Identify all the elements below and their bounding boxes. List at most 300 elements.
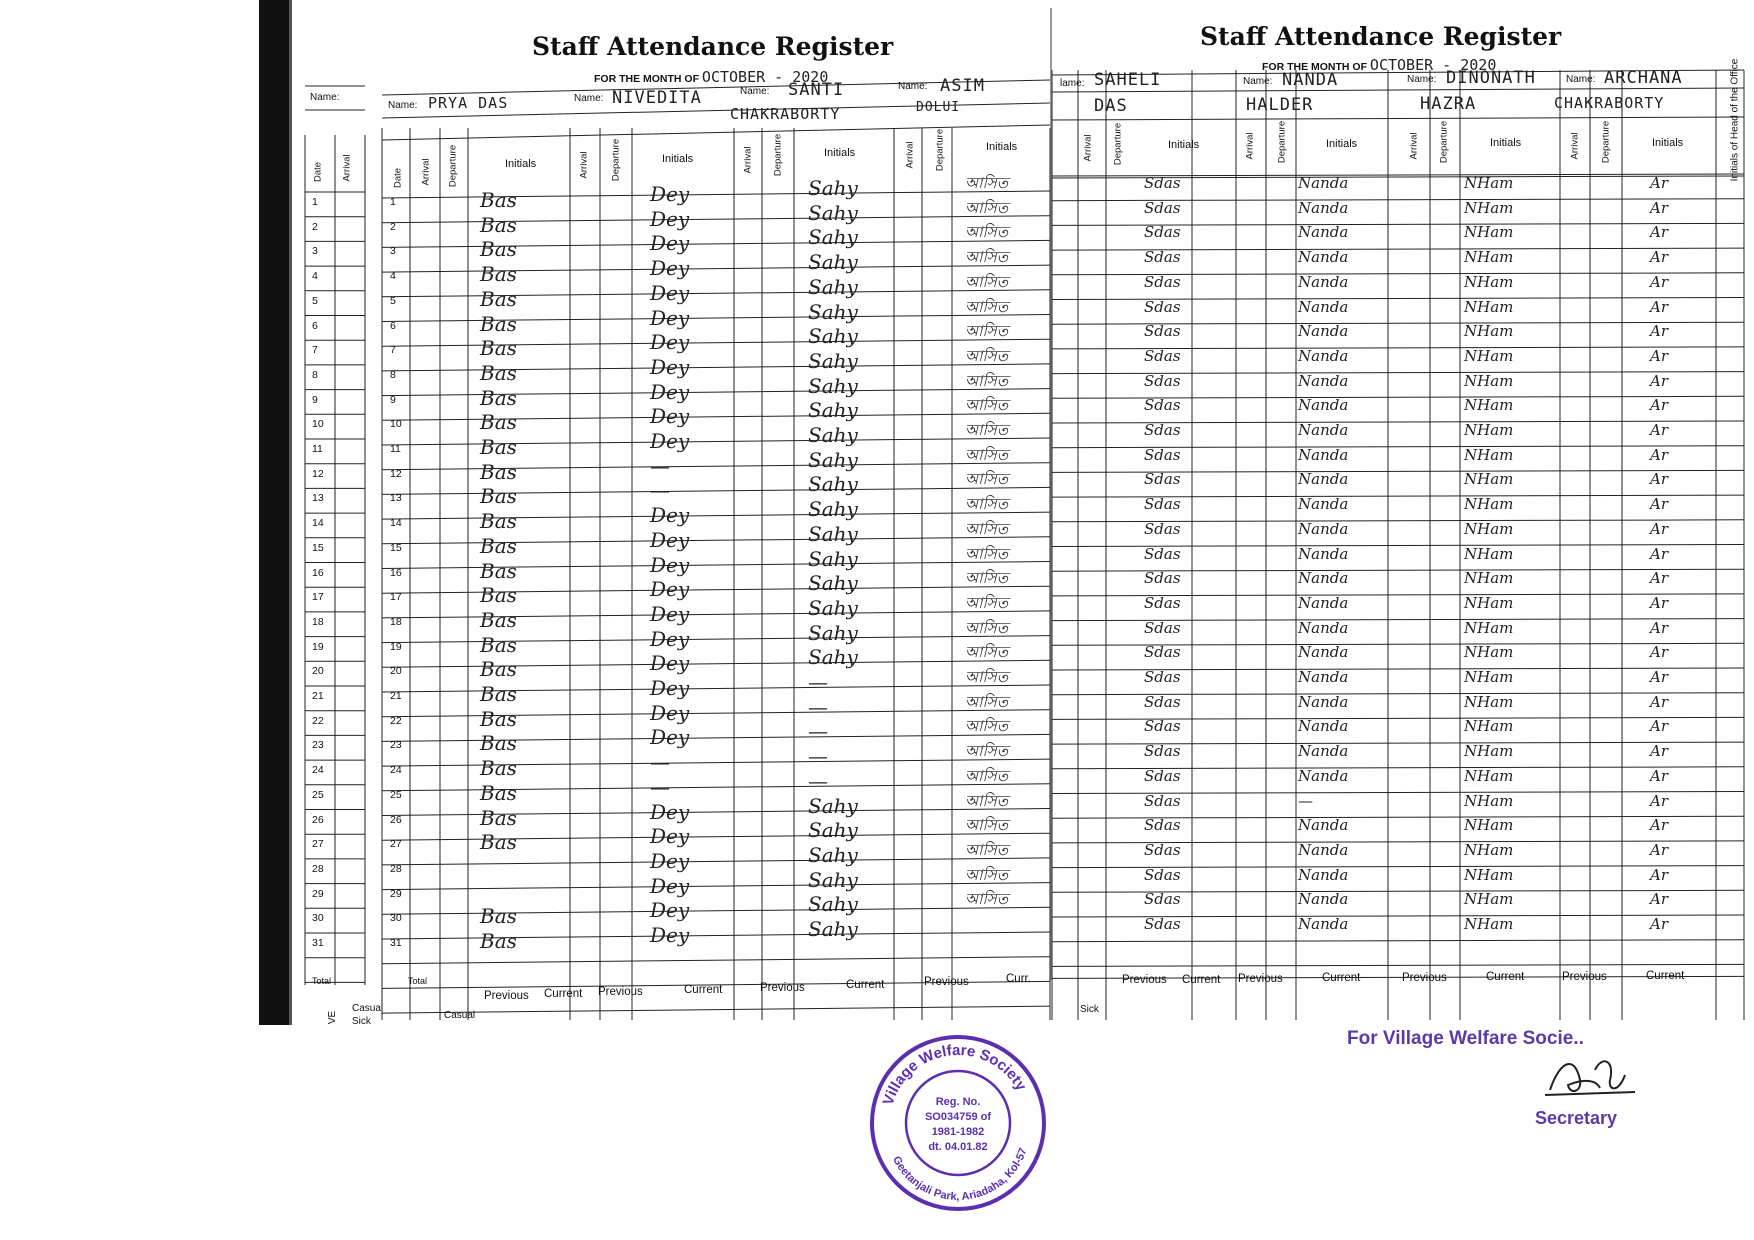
signature-archana: Ar	[1650, 766, 1669, 785]
signature-priya: Bas	[480, 830, 517, 855]
signature-archana: Ar	[1650, 223, 1669, 242]
signature-archana: Ar	[1650, 248, 1669, 267]
outer-date-cell: 5	[312, 294, 318, 307]
signature-nanda: Nanda	[1298, 816, 1349, 835]
signature-nivedita: Dey	[650, 330, 690, 355]
outer-date-cell: 13	[312, 492, 324, 505]
date-cell: 1	[390, 196, 396, 208]
signature-asim: আসিত	[965, 371, 1008, 390]
signature-nanda: Nanda	[1298, 248, 1349, 267]
signature-priya: Bas	[480, 484, 517, 509]
signature-asim: আসিত	[965, 519, 1008, 538]
head-of-office-label: Initials of Head of the Office	[1729, 58, 1741, 182]
signature-nanda: Nanda	[1298, 495, 1349, 514]
r-staff-2-name-label: Name:	[1243, 76, 1273, 87]
signature-archana: Ar	[1650, 174, 1669, 192]
signature-nanda: Nanda	[1298, 618, 1349, 637]
signature-nivedita: Dey	[650, 676, 690, 700]
signature-nanda: Nanda	[1298, 890, 1349, 909]
signature-nanda: Nanda	[1298, 272, 1349, 291]
signature-archana: Ar	[1650, 322, 1669, 341]
signature-archana: Ar	[1650, 643, 1669, 662]
signature-nivedita: Dey	[650, 429, 690, 453]
signature-dinonath: NHam	[1464, 495, 1514, 514]
signature-priya: Bas	[480, 904, 517, 929]
left-title: Staff Attendance Register	[532, 32, 894, 61]
signature-saheli: Sdas	[1144, 668, 1181, 686]
signature-asim: আসিত	[965, 890, 1008, 909]
signature-nivedita: —	[650, 453, 670, 478]
col-departure-4: Departure	[934, 128, 946, 172]
outer-date-cell: 6	[312, 319, 318, 332]
signature-archana: Ar	[1650, 544, 1669, 563]
outer-date-cell: 26	[312, 813, 324, 826]
signature-santi: Sahy	[808, 595, 858, 620]
outer-date-cell: 4	[312, 270, 318, 283]
footer-current-3: Current	[846, 979, 885, 991]
signature-priya: Bas	[480, 756, 517, 781]
r-staff-2-name-2: HALDER	[1246, 95, 1314, 115]
outer-date-cell: 17	[312, 591, 324, 604]
outer-date-cell: 16	[312, 566, 324, 579]
signature-saheli: Sdas	[1144, 742, 1181, 761]
signature-nivedita: Dey	[650, 923, 690, 947]
signature-archana: Ar	[1650, 445, 1669, 464]
signature-santi: —	[808, 670, 828, 694]
date-cell: 5	[390, 294, 396, 307]
outer-date-cell: 23	[312, 739, 324, 752]
r-col-initials: Initials	[1168, 139, 1200, 151]
r-footer-previous-4: Previous	[1562, 971, 1607, 983]
footer-previous-3: Previous	[760, 982, 805, 994]
signature-dinonath: NHam	[1464, 618, 1514, 637]
r-footer-current-4: Current	[1646, 970, 1685, 982]
r-staff-4-name-2: CHAKRABORTY	[1554, 94, 1665, 112]
signature-nivedita: Dey	[650, 626, 690, 651]
signature-dinonath: NHam	[1464, 421, 1514, 439]
signature-priya: Bas	[480, 336, 517, 361]
signature-santi: Sahy	[808, 423, 858, 447]
signature-santi: Sahy	[808, 299, 858, 324]
date-cell: 28	[390, 862, 402, 875]
signature-priya: Bas	[480, 805, 517, 830]
signature-dinonath: NHam	[1464, 742, 1514, 761]
signature-archana: Ar	[1650, 742, 1669, 761]
signature-archana: Ar	[1650, 346, 1669, 365]
col-arrival: Arrival	[420, 158, 432, 186]
signature-asim: আসিত	[965, 223, 1008, 242]
signature-saheli: Sdas	[1144, 174, 1181, 192]
signature-santi: Sahy	[808, 398, 858, 423]
date-cell: 3	[390, 245, 396, 258]
date-cell: 13	[390, 492, 402, 505]
signature-santi: Sahy	[808, 917, 858, 941]
r-staff-4-name: ARCHANA	[1604, 68, 1683, 88]
signature-priya: Bas	[480, 607, 517, 632]
col-initials-2: Initials	[662, 153, 694, 165]
signature-asim: আসিত	[965, 791, 1008, 810]
signature-asim: আসিত	[965, 495, 1008, 514]
signature-santi: Sahy	[808, 645, 858, 670]
signature-priya: Bas	[480, 657, 517, 682]
signature-asim: আসিত	[965, 198, 1008, 217]
stamp-ring-text: Village Welfare Society	[879, 1041, 1030, 1108]
signature-asim: আসিত	[965, 322, 1008, 341]
outer-date-cell: 29	[312, 887, 324, 900]
r-footer-current-3: Current	[1486, 971, 1525, 983]
signature-priya: Bas	[480, 188, 517, 212]
signature-asim: আসিত	[965, 396, 1008, 415]
signature-nivedita: Dey	[650, 651, 690, 676]
signature-asim: আসিত	[965, 865, 1008, 884]
outer-date-cell: 21	[312, 690, 324, 702]
signature-asim: আসিত	[965, 544, 1008, 563]
outer-date-cell: 19	[312, 640, 324, 653]
signature-santi: Sahy	[808, 225, 858, 250]
stamp-line-2: SO034759 of	[924, 1111, 992, 1123]
signature-priya: Bas	[480, 410, 517, 435]
outer-date-cell: 22	[312, 714, 324, 727]
r-col-arrival-3: Arrival	[1408, 132, 1420, 160]
r-col-arrival: Arrival	[1082, 134, 1094, 162]
signature-dinonath: NHam	[1464, 519, 1514, 538]
signature-dinonath: NHam	[1464, 915, 1514, 933]
date-cell: 9	[390, 393, 396, 406]
right-row-line	[1052, 964, 1744, 966]
signature-santi: —	[808, 768, 828, 793]
signature-asim: আসিত	[965, 569, 1008, 588]
signature-archana: Ar	[1650, 421, 1669, 439]
signature-santi: Sahy	[808, 324, 858, 349]
signature-archana: Ar	[1650, 865, 1669, 884]
signature-saheli: Sdas	[1144, 421, 1181, 439]
r-staff-1-name-label: lame:	[1060, 78, 1085, 89]
signature-archana: Ar	[1650, 371, 1669, 390]
date-cell: 21	[390, 690, 402, 702]
signature-nanda: Nanda	[1298, 692, 1349, 711]
signature-nivedita: Dey	[650, 206, 690, 231]
signature-priya: Bas	[480, 286, 517, 311]
r-staff-3-name: DINONATH	[1446, 68, 1536, 88]
signature-asim: আসিত	[965, 470, 1008, 489]
r-staff-4-name-label: Name:	[1566, 74, 1596, 85]
signature-saheli: Sdas	[1144, 643, 1181, 662]
right-month: FOR THE MONTH OF OCTOBER - 2020	[1262, 56, 1497, 74]
signature-nanda: Nanda	[1298, 470, 1349, 489]
date-cell: 2	[390, 220, 396, 233]
col-initials-4: Initials	[986, 141, 1018, 153]
signature-saheli: Sdas	[1144, 717, 1181, 736]
signature-saheli: Sdas	[1144, 272, 1181, 291]
signature-saheli: Sdas	[1144, 544, 1181, 563]
signature-santi: Sahy	[808, 472, 858, 497]
signature-santi: Sahy	[808, 867, 858, 892]
r-col-departure-3: Departure	[1438, 120, 1450, 164]
left-header-line	[382, 125, 1050, 140]
left-total-label: Total	[408, 976, 428, 986]
signature-saheli: Sdas	[1144, 248, 1181, 267]
col-initials: Initials	[505, 158, 537, 170]
outer-date-cell: 15	[312, 541, 324, 554]
signature-asim: আসিত	[965, 840, 1008, 859]
signature-saheli: Sdas	[1144, 322, 1181, 341]
signature-nanda: Nanda	[1298, 297, 1349, 316]
signature-nivedita: Dey	[650, 231, 690, 256]
signature-nanda: Nanda	[1298, 371, 1349, 390]
signature-santi: —	[808, 744, 828, 769]
signature-santi: Sahy	[808, 620, 858, 645]
signature-nanda: Nanda	[1298, 346, 1349, 365]
signature-santi: Sahy	[808, 373, 858, 398]
signature-santi: Sahy	[808, 497, 858, 522]
signature-dinonath: NHam	[1464, 791, 1514, 810]
signature-dinonath: NHam	[1464, 816, 1514, 835]
date-cell: 7	[390, 344, 396, 357]
signature-archana: Ar	[1650, 668, 1669, 686]
signature-nanda: Nanda	[1298, 174, 1349, 192]
signature-saheli: Sdas	[1144, 791, 1181, 810]
signature-archana: Ar	[1650, 396, 1669, 415]
outer-date-label: Date	[312, 161, 324, 183]
date-cell: 31	[390, 937, 402, 949]
signature-archana: Ar	[1650, 569, 1669, 588]
signature-saheli: Sdas	[1144, 445, 1181, 464]
outer-date-cell: 7	[312, 344, 318, 357]
signature-asim: আসিত	[965, 717, 1008, 736]
signature-dinonath: NHam	[1464, 890, 1514, 909]
signature-nanda: Nanda	[1298, 223, 1349, 242]
signature-priya: Bas	[480, 435, 517, 459]
signature-dinonath: NHam	[1464, 248, 1514, 267]
signature-priya: Bas	[480, 509, 517, 534]
signature-santi: Sahy	[808, 274, 858, 299]
signature-archana: Ar	[1650, 692, 1669, 711]
signature-dinonath: NHam	[1464, 593, 1514, 612]
r-col-departure: Departure	[1112, 122, 1124, 166]
signature-priya: Bas	[480, 262, 517, 287]
signature-dinonath: NHam	[1464, 544, 1514, 563]
signature-nivedita: Dey	[650, 725, 690, 750]
signature-saheli: Sdas	[1144, 618, 1181, 637]
signature-saheli: Sdas	[1144, 915, 1181, 933]
signature-nanda: Nanda	[1298, 519, 1349, 538]
signature-santi: Sahy	[808, 521, 858, 546]
signature-dinonath: NHam	[1464, 223, 1514, 242]
signature-santi: Sahy	[808, 250, 858, 275]
left-row-line	[382, 858, 1050, 865]
signature-saheli: Sdas	[1144, 396, 1181, 415]
footer-casual-2: Casual	[444, 1010, 476, 1021]
signature-asim: আসিত	[965, 668, 1008, 686]
stamp-bottom-text: Geetanjali Park, Ariadaha, Kol-57	[890, 1146, 1030, 1204]
footer-current-2: Current	[684, 984, 723, 996]
signature-dinonath: NHam	[1464, 346, 1514, 365]
signature-priya: Bas	[480, 385, 517, 410]
signature-dinonath: NHam	[1464, 198, 1514, 217]
signature-nivedita: Dey	[650, 280, 690, 305]
signature-dinonath: NHam	[1464, 840, 1514, 859]
outer-date-cell: 18	[312, 615, 324, 628]
signature-archana: Ar	[1650, 593, 1669, 612]
signature-priya: Bas	[480, 682, 517, 706]
signature-santi: Sahy	[808, 546, 858, 571]
society-name: For Village Welfare Socie..	[1347, 1028, 1584, 1049]
signature-asim: আসিত	[965, 593, 1008, 612]
signature-santi: Sahy	[808, 348, 858, 373]
date-cell: 6	[390, 319, 396, 332]
signature-saheli: Sdas	[1144, 816, 1181, 835]
signature-asim: আসিত	[965, 248, 1008, 267]
date-cell: 29	[390, 887, 402, 900]
stamp-outer-ring	[872, 1037, 1044, 1209]
signature-dinonath: NHam	[1464, 643, 1514, 662]
signature-nivedita: Dey	[650, 700, 690, 725]
outer-date-cell: 10	[312, 418, 324, 431]
r-col-departure-4: Departure	[1600, 120, 1612, 164]
signature-saheli: Sdas	[1144, 890, 1181, 909]
r-footer-current-1: Current	[1182, 974, 1221, 986]
date-cell: 20	[390, 665, 402, 678]
r-staff-1-name-2: DAS	[1094, 96, 1128, 116]
outer-date-cell: 12	[312, 467, 324, 480]
footer-side: VE	[327, 1010, 339, 1025]
date-cell: 24	[390, 764, 402, 777]
signature-archana: Ar	[1650, 495, 1669, 514]
col-arrival-4: Arrival	[904, 141, 916, 169]
signature-santi: Sahy	[808, 793, 858, 818]
signature-nivedita: Dey	[650, 848, 690, 873]
signature-asim: আসিত	[965, 272, 1008, 291]
date-cell: 10	[390, 418, 402, 431]
signature-asim: আসিত	[965, 421, 1008, 439]
signature-dinonath: NHam	[1464, 445, 1514, 464]
signature-asim: আসিত	[965, 346, 1008, 365]
signature-santi: Sahy	[808, 892, 858, 917]
signature-nanda: Nanda	[1298, 544, 1349, 563]
signature-saheli: Sdas	[1144, 346, 1181, 365]
signature-dinonath: NHam	[1464, 865, 1514, 884]
signature-archana: Ar	[1650, 519, 1669, 538]
signature-archana: Ar	[1650, 272, 1669, 291]
signature-nanda: Nanda	[1298, 198, 1349, 217]
signature-nivedita: Dey	[650, 404, 690, 429]
signature-nivedita: Dey	[650, 182, 690, 206]
signature-nivedita: Dey	[650, 873, 690, 898]
signature-nivedita: Dey	[650, 305, 690, 330]
col-departure-3: Departure	[772, 133, 784, 177]
outer-date-cell: 28	[312, 862, 324, 875]
signature-nanda: Nanda	[1298, 593, 1349, 612]
signature-nanda: Nanda	[1298, 569, 1349, 588]
r-col-initials-4: Initials	[1652, 137, 1684, 149]
outer-date-cell: 11	[312, 443, 323, 455]
signature-priya: Bas	[480, 558, 517, 583]
signature-asim: আসিত	[965, 643, 1008, 662]
signature-nivedita: —	[650, 774, 670, 799]
footer-previous-2: Previous	[598, 986, 643, 998]
outer-date-cell: 8	[312, 368, 318, 381]
col-arrival-3: Arrival	[742, 146, 754, 174]
staff-1-name: PRYA DAS	[428, 94, 509, 112]
signature-archana: Ar	[1650, 890, 1669, 909]
signature-santi: Sahy	[808, 447, 858, 472]
signature-priya: Bas	[480, 212, 517, 237]
signature-nanda: Nanda	[1298, 421, 1349, 439]
date-cell: 4	[390, 270, 396, 283]
left-date-label: Date	[392, 167, 404, 189]
signature-priya: Bas	[480, 731, 517, 756]
signature-nivedita: Dey	[650, 799, 690, 824]
signature-priya: Bas	[480, 583, 517, 608]
date-cell: 23	[390, 739, 402, 752]
footer-sick: Sick	[352, 1016, 371, 1027]
staff-4-name-2: DOLUI	[916, 100, 961, 115]
signature-archana: Ar	[1650, 915, 1669, 933]
r-staff-1-name: SAHELI	[1094, 70, 1162, 90]
signature-saheli: Sdas	[1144, 470, 1181, 489]
outer-date-cell: 24	[312, 764, 324, 777]
signature-archana: Ar	[1650, 791, 1669, 810]
signature-priya: Bas	[480, 360, 517, 385]
staff-1-name-label: Name:	[388, 100, 418, 111]
signature-priya: Bas	[480, 929, 517, 953]
outer-date-cell: 20	[312, 665, 324, 678]
signature-nanda: —	[1298, 791, 1313, 810]
signature-priya: Bas	[480, 632, 517, 657]
signature-dinonath: NHam	[1464, 717, 1514, 736]
signature-asim: আসিত	[965, 692, 1008, 711]
col-arrival-2: Arrival	[578, 151, 590, 179]
r-footer-current-2: Current	[1322, 972, 1361, 984]
signature-dinonath: NHam	[1464, 272, 1514, 291]
staff-3-name: SANTI	[788, 80, 845, 100]
signature-santi: —	[808, 719, 828, 744]
outer-date-cell: 31	[312, 937, 324, 949]
col-departure-2: Departure	[610, 138, 622, 182]
signature-archana: Ar	[1650, 840, 1669, 859]
signature-nanda: Nanda	[1298, 396, 1349, 415]
outer-total-label: Total	[312, 976, 332, 986]
signature-nivedita: Dey	[650, 503, 690, 528]
outer-date-cell: 27	[312, 838, 324, 851]
r-staff-2-name: NANDA	[1282, 70, 1339, 90]
staff-3-name-2: CHAKRABORTY	[730, 105, 841, 123]
signature-nivedita: Dey	[650, 379, 690, 404]
signature-nivedita: Dey	[650, 552, 690, 577]
signature-dinonath: NHam	[1464, 396, 1514, 415]
date-cell: 26	[390, 813, 402, 826]
signature-priya: Bas	[480, 780, 517, 805]
right-row-line	[1052, 940, 1744, 942]
signature-archana: Ar	[1650, 198, 1669, 217]
footer-previous-4: Previous	[924, 976, 969, 988]
footer-casual: Casual	[352, 1003, 384, 1014]
signature-nivedita: Dey	[650, 527, 690, 552]
signature-saheli: Sdas	[1144, 569, 1181, 588]
stamp-inner-ring	[906, 1071, 1010, 1175]
left-row-line	[382, 957, 1050, 964]
signature-priya: Bas	[480, 706, 517, 731]
staff-3-name-label: Name:	[740, 86, 770, 97]
outer-date-cell: 1	[312, 196, 318, 208]
date-cell: 12	[390, 467, 402, 480]
footer-line	[382, 1006, 1050, 1013]
col-initials-3: Initials	[824, 147, 856, 159]
signature-priya: Bas	[480, 311, 517, 336]
signature-nanda: Nanda	[1298, 717, 1349, 736]
r-staff-3-name-label: Name:	[1407, 74, 1437, 85]
signature-nivedita: —	[650, 478, 670, 503]
